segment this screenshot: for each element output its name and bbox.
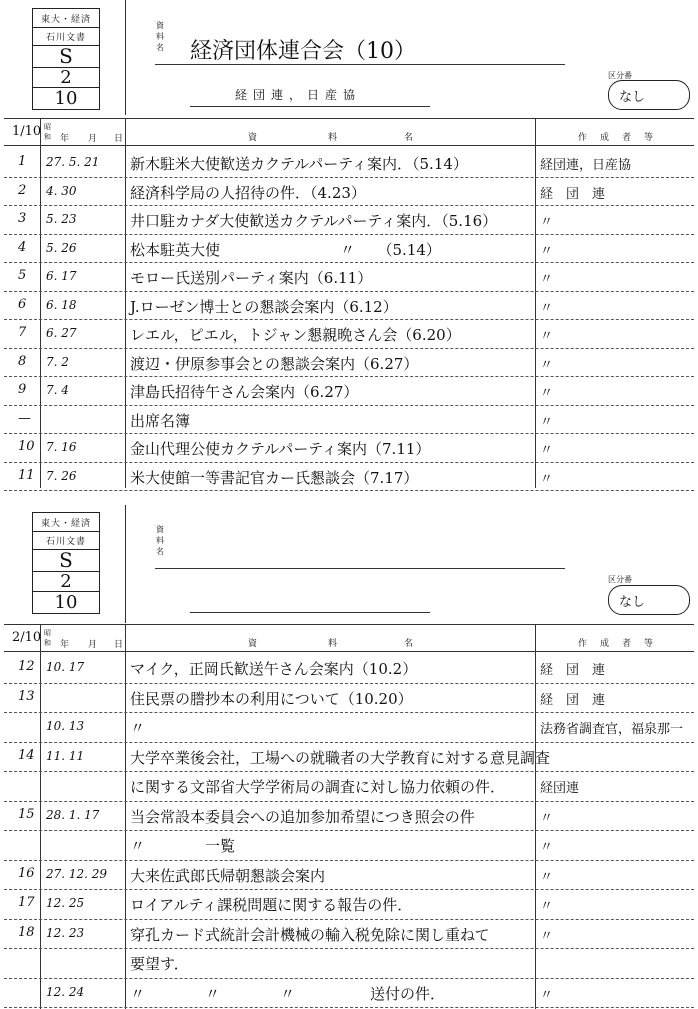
classification-box: なし <box>608 80 690 110</box>
row-material: 出席名簿 <box>130 411 191 430</box>
row-divider <box>4 490 694 491</box>
row-date: 6. 27 <box>46 326 77 340</box>
row-date: 11. 11 <box>46 748 85 763</box>
row-author: 〃 <box>540 899 554 914</box>
row-material: 米大使館一等書記官カー氏懇談会（7.17） <box>130 468 419 487</box>
header-month-2: 月 <box>88 640 98 650</box>
row-author: 〃 <box>540 243 554 259</box>
row-number: 3 <box>18 211 27 226</box>
row-author: 〃 <box>540 928 554 944</box>
row-material: 穿孔カード式統計会計機械の輸入税免除に関し重ねて <box>130 925 490 944</box>
row-number: 4 <box>18 239 27 255</box>
header-showa: 昭和 <box>44 123 51 141</box>
row-date: 27. 12. 29 <box>46 866 108 881</box>
row-divider <box>4 205 694 206</box>
row-number: 10 <box>18 439 35 454</box>
row-material: 新木駐米大使歓送カクテルパーティ案内．（5.14） <box>130 155 468 173</box>
row-divider <box>4 771 694 772</box>
header-author-4: 等 <box>644 639 654 649</box>
row-author: 〃 <box>540 357 554 373</box>
row-divider <box>4 742 694 743</box>
row-divider <box>4 801 694 802</box>
row-divider <box>4 348 694 349</box>
row-date: 10. 17 <box>46 660 85 674</box>
row-divider <box>4 1007 694 1008</box>
row-divider <box>4 948 694 949</box>
row-divider <box>4 262 694 263</box>
row-divider <box>4 830 694 831</box>
row-number: 16 <box>18 865 35 881</box>
row-author: 経団連，日産協 <box>540 158 632 173</box>
row-material: マイク，正岡氏歓送午さん会案内（10.2） <box>130 660 418 678</box>
row-date: 6. 18 <box>46 297 77 312</box>
row-number: 1 <box>18 154 27 169</box>
row-number: — <box>18 410 31 426</box>
row-divider <box>4 712 694 713</box>
row-divider <box>4 978 694 979</box>
document-subtitle: 経団連，日産協 <box>235 88 362 102</box>
row-number: 2 <box>18 182 27 198</box>
header-material-3: 名 <box>404 639 414 649</box>
document-title: 経済団体連合会（10） <box>190 39 416 64</box>
header-day: 日 <box>114 134 124 144</box>
row-date: 28. 1. 17 <box>46 807 100 822</box>
row-date: 12. 23 <box>46 925 85 940</box>
header-day-2: 日 <box>114 640 124 650</box>
row-author: 〃 <box>540 810 554 826</box>
row-divider <box>4 433 694 434</box>
header-author-2: 成 <box>600 133 610 143</box>
row-author: 〃 <box>540 869 554 885</box>
row-author: 〃 <box>540 386 554 401</box>
row-author: 〃 <box>540 840 554 855</box>
row-number: 9 <box>18 382 27 397</box>
archive-stamp <box>32 8 100 110</box>
header-author-3: 者 <box>622 639 632 649</box>
header-material-3: 名 <box>404 133 414 143</box>
sheet-number-2: 2/10 <box>12 630 42 645</box>
row-number: 7 <box>18 325 27 340</box>
row-author: 〃 <box>540 300 554 316</box>
row-number: 18 <box>18 924 35 940</box>
row-author: 経団連 <box>540 781 580 796</box>
row-date: 7. 26 <box>46 468 77 483</box>
row-date: 5. 23 <box>46 212 77 226</box>
row-divider <box>4 683 694 684</box>
row-material: J.ローゼン博士との懇談会案内（6.12） <box>130 297 398 316</box>
classification-label-2: 区分番 <box>608 575 632 584</box>
row-author: 〃 <box>540 414 554 430</box>
material-name-label: 資料名 <box>156 21 164 52</box>
stamp-line-3: S <box>33 45 99 68</box>
row-divider <box>4 405 694 406</box>
row-material: 松本駐英大使 〃 （5.14） <box>130 240 441 259</box>
row-author: 〃 <box>540 443 554 458</box>
header-author-2: 成 <box>600 639 610 649</box>
row-author: 〃 <box>540 471 554 487</box>
row-material: 渡辺・伊原参事会との懇談会案内（6.27） <box>130 354 419 373</box>
row-divider <box>4 234 694 235</box>
stamp-line-2: 石川文書 <box>33 531 99 550</box>
stamp-line-1: 東大・経済 <box>33 9 99 28</box>
row-number: 11 <box>18 467 35 483</box>
header-material-2: 料 <box>328 133 338 143</box>
row-number: 13 <box>18 688 35 704</box>
row-date: 27. 5. 21 <box>46 155 100 169</box>
row-material: モロー氏送別パーティ案内（6.11） <box>130 269 373 287</box>
row-date: 7. 16 <box>46 440 77 454</box>
row-author: 〃 <box>540 272 554 287</box>
row-material: 大学卒業後会社，工場への就職者の大学教育に対する意見調査 <box>130 748 551 767</box>
row-number: 5 <box>18 268 27 283</box>
row-material: 〃 〃 〃 送付の件． <box>130 984 446 1003</box>
stamp-line-4: 2 <box>33 67 99 88</box>
row-divider <box>4 860 694 861</box>
row-date: 6. 17 <box>46 269 77 283</box>
row-author: 経 団 連 <box>540 186 606 202</box>
classification-box-2: なし <box>608 585 690 615</box>
row-date: 5. 26 <box>46 240 77 255</box>
row-date: 10. 13 <box>46 719 85 733</box>
row-number: 6 <box>18 296 27 312</box>
header-month: 月 <box>88 134 98 144</box>
row-material: に関する文部省大学学術局の調査に対し協力依頼の件． <box>130 778 506 796</box>
row-material: 〃 <box>130 719 146 737</box>
material-name-label-2: 資料名 <box>156 525 164 556</box>
row-date: 12. 25 <box>46 896 85 910</box>
archive-stamp-2 <box>32 512 100 614</box>
row-material: 住民票の謄抄本の利用について（10.20） <box>130 689 413 708</box>
row-material: 要望す． <box>130 955 189 973</box>
row-author: 〃 <box>540 987 554 1003</box>
row-material: 〃 一覧 <box>130 837 236 855</box>
row-number: 8 <box>18 353 27 369</box>
stamp-line-2: 石川文書 <box>33 27 99 46</box>
row-author: 〃 <box>540 215 554 230</box>
header-author-3: 者 <box>622 133 632 143</box>
stamp-line-3: S <box>33 549 99 572</box>
header-material-1: 資 <box>248 639 258 649</box>
row-author: 〃 <box>540 329 554 344</box>
row-number: 12 <box>18 659 35 674</box>
sheet-number: 1/10 <box>12 124 42 139</box>
header-year: 年 <box>60 134 70 144</box>
stamp-line-1: 東大・経済 <box>33 513 99 532</box>
row-date: 4. 30 <box>46 183 77 198</box>
row-divider <box>4 889 694 890</box>
header-author-1: 作 <box>578 639 588 649</box>
stamp-line-5: 10 <box>54 591 78 613</box>
row-number: 17 <box>18 895 35 910</box>
header-author-4: 等 <box>644 133 654 143</box>
row-material: 当会常設本委員会への追加参加希望につき照会の件 <box>130 807 475 826</box>
row-material: 井口駐カナダ大使歓送カクテルパーティ案内．（5.16） <box>130 212 498 230</box>
header-material-2: 料 <box>328 639 338 649</box>
row-divider <box>4 319 694 320</box>
row-divider <box>4 177 694 178</box>
row-author: 経 団 連 <box>540 663 606 678</box>
row-author: 経 団 連 <box>540 692 606 708</box>
row-divider <box>4 462 694 463</box>
row-author: 法務省調査官，福泉那一 <box>540 722 684 737</box>
header-showa-2: 昭和 <box>44 629 51 647</box>
row-divider <box>4 291 694 292</box>
header-author-1: 作 <box>578 133 588 143</box>
row-divider <box>4 376 694 377</box>
classification-label: 区分番 <box>608 71 632 80</box>
stamp-line-5: 10 <box>54 87 78 109</box>
row-date: 7. 4 <box>46 383 69 397</box>
header-material-1: 資 <box>248 133 258 143</box>
row-date: 7. 2 <box>46 354 69 369</box>
row-date: 12. 24 <box>46 984 85 999</box>
row-material: 経済科学局の人招待の件．（4.23） <box>130 183 366 202</box>
row-material: レエル，ピエル，トジャン懇親晩さん会（6.20） <box>130 326 461 344</box>
row-number: 15 <box>18 806 35 822</box>
row-divider <box>4 919 694 920</box>
row-material: 津島氏招待午さん会案内（6.27） <box>130 383 359 401</box>
row-material: 金山代理公使カクテルパーティ案内（7.11） <box>130 440 431 458</box>
row-material: 大来佐武郎氏帰朝懇談会案内 <box>130 866 326 885</box>
row-material: ロイアルティ課税問題に関する報告の件． <box>130 896 413 914</box>
row-number: 14 <box>18 747 35 763</box>
stamp-line-4: 2 <box>33 571 99 592</box>
header-year-2: 年 <box>60 640 70 650</box>
